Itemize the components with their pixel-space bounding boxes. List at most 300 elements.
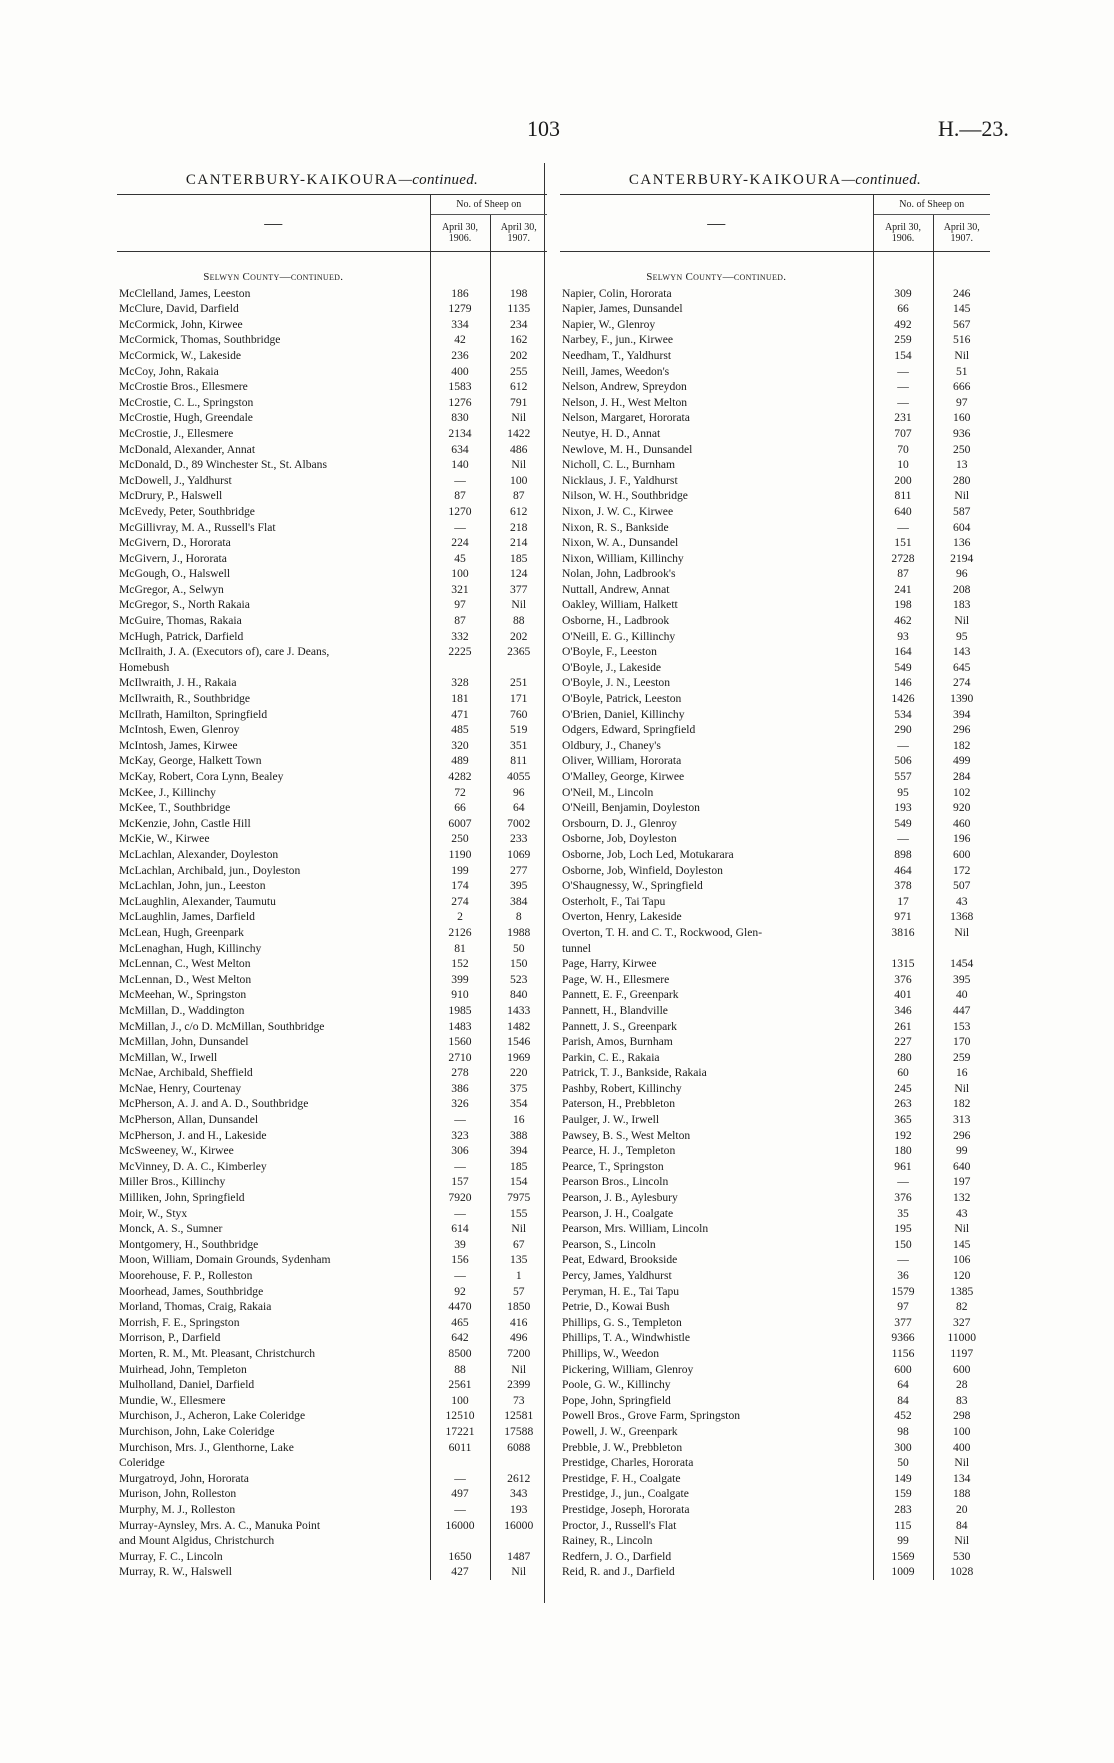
sheep-1906: 1579 bbox=[873, 1284, 933, 1300]
sheep-1906: 549 bbox=[873, 816, 933, 832]
sheep-1907: 1988 bbox=[490, 925, 547, 941]
sheep-1906: 12510 bbox=[430, 1408, 490, 1424]
holder-name: Peat, Edward, Brookside bbox=[562, 1253, 678, 1267]
holder-name: Osborne, H., Ladbrook bbox=[562, 614, 670, 628]
table-body bbox=[117, 252, 547, 1580]
table-row bbox=[560, 691, 990, 707]
sheep-1906: 146 bbox=[873, 675, 933, 691]
sheep-1906: 399 bbox=[430, 972, 490, 988]
sheep-1907: Nil bbox=[490, 1362, 547, 1378]
sheep-1906: 961 bbox=[873, 1159, 933, 1175]
sheep-1906: 707 bbox=[873, 426, 933, 442]
sheep-1906: 401 bbox=[873, 987, 933, 1003]
sheep-1907: Nil bbox=[933, 613, 990, 629]
holder-name: Pearson, J. H., Coalgate bbox=[562, 1206, 674, 1220]
sheep-1906: 489 bbox=[430, 753, 490, 769]
sheep-1906: 17 bbox=[873, 894, 933, 910]
sheep-1907: 499 bbox=[933, 753, 990, 769]
holder-name: McDonald, Alexander, Annat bbox=[119, 442, 256, 456]
holder-name: McCrostie, Hugh, Greendale bbox=[119, 411, 253, 425]
sheep-1907: 936 bbox=[933, 426, 990, 442]
sheep-1907: Nil bbox=[933, 925, 990, 941]
sheep-1906: 115 bbox=[873, 1518, 933, 1534]
table-row bbox=[117, 535, 547, 551]
sheep-1906: 471 bbox=[430, 707, 490, 723]
holder-name: McHugh, Patrick, Darfield bbox=[119, 629, 244, 643]
holder-name: McLean, Hugh, Greenpark bbox=[119, 925, 244, 939]
holder-name: Pickering, William, Glenroy bbox=[562, 1362, 694, 1376]
holder-name: Murphy, M. J., Rolleston bbox=[119, 1502, 236, 1516]
holder-name: Murray, F. C., Lincoln bbox=[119, 1549, 223, 1563]
table-row bbox=[560, 395, 990, 411]
sheep-1906: 378 bbox=[873, 878, 933, 894]
holder-name: McPherson, A. J. and A. D., Southbridge bbox=[119, 1097, 309, 1111]
holder-name: McLaughlin, Alexander, Taumutu bbox=[119, 894, 276, 908]
holder-name: Overton, Henry, Lakeside bbox=[562, 910, 682, 924]
holder-name: Prestidge, J., jun., Coalgate bbox=[562, 1487, 689, 1501]
holder-name: McMillan, John, Dunsandel bbox=[119, 1035, 249, 1049]
holder-name: McDrury, P., Halswell bbox=[119, 489, 223, 503]
holder-name: McMillan, J., c/o D. McMillan, Southbridge bbox=[119, 1019, 325, 1033]
table-row bbox=[560, 301, 990, 317]
sheep-1906: 8500 bbox=[430, 1346, 490, 1362]
holder-name: McCoy, John, Rakaia bbox=[119, 364, 219, 378]
holder-name: Pearson, J. B., Aylesbury bbox=[562, 1191, 678, 1205]
table-row bbox=[560, 286, 990, 302]
table-row bbox=[560, 769, 990, 785]
sheep-1906: 98 bbox=[873, 1424, 933, 1440]
sheep-1907: 106 bbox=[933, 1252, 990, 1268]
table-row bbox=[117, 410, 547, 426]
sheep-1907: 214 bbox=[490, 535, 547, 551]
sheep-1907: 218 bbox=[490, 520, 547, 536]
holder-name: Nixon, R. S., Bankside bbox=[562, 520, 669, 534]
holder-name: McCrostie, C. L., Springston bbox=[119, 395, 254, 409]
sheep-1907: 73 bbox=[490, 1393, 547, 1409]
holder-name: McGough, O., Halswell bbox=[119, 567, 231, 581]
table-row bbox=[117, 909, 547, 925]
sheep-1907: 612 bbox=[490, 504, 547, 520]
sheep-1906: 549 bbox=[873, 660, 933, 676]
holder-name: McCrostie Bros., Ellesmere bbox=[119, 380, 248, 394]
table-row bbox=[560, 1362, 990, 1378]
holder-name: O'Neill, E. G., Killinchy bbox=[562, 629, 676, 643]
holder-name: Murchison, John, Lake Coleridge bbox=[119, 1424, 275, 1438]
sheep-1907: 100 bbox=[933, 1424, 990, 1440]
sheep-1907: 1028 bbox=[933, 1564, 990, 1580]
sheep-1906: 462 bbox=[873, 613, 933, 629]
holder-name: Needham, T., Yaldhurst bbox=[562, 348, 672, 362]
sheep-1907: Nil bbox=[490, 457, 547, 473]
table-row bbox=[560, 956, 990, 972]
sheep-1906: 334 bbox=[430, 317, 490, 333]
table-row bbox=[117, 987, 547, 1003]
holder-name: McLachlan, Alexander, Doyleston bbox=[119, 847, 279, 861]
holder-name: McCormick, John, Kirwee bbox=[119, 317, 243, 331]
sheep-1906: 323 bbox=[430, 1128, 490, 1144]
holder-name: Page, W. H., Ellesmere bbox=[562, 972, 670, 986]
sheep-1906: 259 bbox=[873, 332, 933, 348]
sheep-1907: 251 bbox=[490, 675, 547, 691]
sheep-1906: 534 bbox=[873, 707, 933, 723]
table-row bbox=[117, 395, 547, 411]
holder-name: Nelson, Andrew, Spreydon bbox=[562, 380, 687, 394]
sheep-1907: 604 bbox=[933, 520, 990, 536]
holder-name: Phillips, T. A., Windwhistle bbox=[562, 1331, 691, 1345]
sheep-1907: 920 bbox=[933, 800, 990, 816]
sheep-1906: 180 bbox=[873, 1143, 933, 1159]
holder-name: Osborne, Job, Winfield, Doyleston bbox=[562, 863, 723, 877]
holder-name: Osborne, Job, Doyleston bbox=[562, 832, 677, 846]
table-row bbox=[560, 488, 990, 504]
year-a-header: April 30, 1906. bbox=[873, 215, 933, 252]
table-body bbox=[560, 252, 990, 1580]
sheep-1907: 296 bbox=[933, 1128, 990, 1144]
holder-name: McLennan, C., West Melton bbox=[119, 957, 251, 971]
sheep-1907: 1482 bbox=[490, 1019, 547, 1035]
sheep-1907: 7975 bbox=[490, 1190, 547, 1206]
sheep-1907: 170 bbox=[933, 1034, 990, 1050]
holder-name: Pearce, H. J., Templeton bbox=[562, 1144, 676, 1158]
sheep-1907: 394 bbox=[933, 707, 990, 723]
table-row bbox=[560, 1346, 990, 1362]
sheep-1907: Nil bbox=[490, 597, 547, 613]
holder-name: McKay, Robert, Cora Lynn, Bealey bbox=[119, 770, 284, 783]
holder-name: McGuire, Thomas, Rakaia bbox=[119, 614, 242, 628]
sheep-1907: 567 bbox=[933, 317, 990, 333]
sheep-1906: 465 bbox=[430, 1315, 490, 1331]
sheep-1907: 1454 bbox=[933, 956, 990, 972]
holder-name: Napier, James, Dunsandel bbox=[562, 302, 683, 316]
sheep-1907: 182 bbox=[933, 738, 990, 754]
holder-name: Oldbury, J., Chaney's bbox=[562, 738, 661, 752]
sheep-1907: 196 bbox=[933, 831, 990, 847]
sheep-1906: 557 bbox=[873, 769, 933, 785]
sheep-1906: 497 bbox=[430, 1486, 490, 1502]
sheep-1906: 464 bbox=[873, 863, 933, 879]
sheep-1907: 496 bbox=[490, 1330, 547, 1346]
sheep-1906: 181 bbox=[430, 691, 490, 707]
table-row bbox=[560, 597, 990, 613]
table-row bbox=[560, 1003, 990, 1019]
holder-name: Morland, Thomas, Craig, Rakaia bbox=[119, 1300, 272, 1314]
table-row bbox=[117, 504, 547, 520]
sheep-1907: 486 bbox=[490, 442, 547, 458]
holder-name: O'Boyle, J., Lakeside bbox=[562, 660, 662, 674]
sheep-1907: 1368 bbox=[933, 909, 990, 925]
sheep-1906: 224 bbox=[430, 535, 490, 551]
table-row bbox=[117, 379, 547, 395]
table-row bbox=[117, 1221, 547, 1237]
sheep-1906: — bbox=[873, 395, 933, 411]
holder-name: tunnel bbox=[562, 941, 591, 955]
sheep-1907: 1069 bbox=[490, 847, 547, 863]
column-title bbox=[560, 166, 990, 194]
sheep-1907: 447 bbox=[933, 1003, 990, 1019]
table-row bbox=[117, 800, 547, 816]
table-row bbox=[117, 972, 547, 988]
holder-name: Patrick, T. J., Bankside, Rakaia bbox=[562, 1066, 707, 1080]
sheep-1906: 2126 bbox=[430, 925, 490, 941]
sheep-1907: 234 bbox=[490, 317, 547, 333]
sheep-1907: 1969 bbox=[490, 1050, 547, 1066]
table-row bbox=[117, 457, 547, 473]
sheep-1906: 492 bbox=[873, 317, 933, 333]
sheep-1906: 95 bbox=[873, 785, 933, 801]
sheep-1907: 2612 bbox=[490, 1471, 547, 1487]
sheep-1906: 81 bbox=[430, 941, 490, 957]
table-row bbox=[117, 1346, 547, 1362]
holder-name: O'Boyle, J. N., Leeston bbox=[562, 676, 671, 690]
holder-name: Murchison, Mrs. J., Glenthorne, Lake bbox=[119, 1440, 294, 1454]
table-row bbox=[560, 1128, 990, 1144]
table-row bbox=[117, 597, 547, 613]
sheep-1907: 120 bbox=[933, 1268, 990, 1284]
table-row bbox=[117, 332, 547, 348]
table-row bbox=[117, 1190, 547, 1206]
sheep-1906: 2710 bbox=[430, 1050, 490, 1066]
holder-name: McVinney, D. A. C., Kimberley bbox=[119, 1159, 267, 1173]
holder-name: Murray-Aynsley, Mrs. A. C., Manuka Point bbox=[119, 1518, 321, 1532]
sheep-1906: 97 bbox=[430, 597, 490, 613]
table-row bbox=[117, 1455, 547, 1471]
holder-name: Pannett, J. S., Greenpark bbox=[562, 1019, 677, 1033]
table-row bbox=[560, 1518, 990, 1534]
table-row bbox=[560, 364, 990, 380]
sheep-1907: 811 bbox=[490, 753, 547, 769]
sheep-1907: 11000 bbox=[933, 1330, 990, 1346]
table-row bbox=[117, 629, 547, 645]
sheep-1907: 313 bbox=[933, 1112, 990, 1128]
sheep-1907: 1433 bbox=[490, 1003, 547, 1019]
sheep-1906: 427 bbox=[430, 1564, 490, 1580]
table-row bbox=[117, 707, 547, 723]
sheep-1906: — bbox=[873, 1252, 933, 1268]
table-row bbox=[560, 379, 990, 395]
holder-name: McMeehan, W., Springston bbox=[119, 988, 247, 1002]
sheep-table bbox=[117, 194, 547, 1580]
sheep-1906: 186 bbox=[430, 286, 490, 302]
table-row bbox=[117, 442, 547, 458]
sheep-1906: 195 bbox=[873, 1221, 933, 1237]
sheep-1906: 97 bbox=[873, 1299, 933, 1315]
table-row bbox=[117, 1362, 547, 1378]
holder-name: O'Brien, Daniel, Killinchy bbox=[562, 707, 685, 721]
table-row bbox=[117, 1096, 547, 1112]
holder-name: McLenaghan, Hugh, Killinchy bbox=[119, 941, 262, 955]
holder-name: McKenzie, John, Castle Hill bbox=[119, 816, 251, 830]
sheep-1907: 1422 bbox=[490, 426, 547, 442]
sheep-1907: 840 bbox=[490, 987, 547, 1003]
holder-name: Reid, R. and J., Darfield bbox=[562, 1565, 675, 1579]
sheep-1906: 10 bbox=[873, 457, 933, 473]
sheep-1907 bbox=[490, 1455, 547, 1471]
sheep-1906: — bbox=[873, 831, 933, 847]
table-row bbox=[117, 831, 547, 847]
sheep-1907: 416 bbox=[490, 1315, 547, 1331]
table-row bbox=[117, 1440, 547, 1456]
sheep-1906: 3816 bbox=[873, 925, 933, 941]
sheep-1907: 8 bbox=[490, 909, 547, 925]
table-row bbox=[117, 1315, 547, 1331]
sheep-1907: 246 bbox=[933, 286, 990, 302]
holder-name: Phillips, G. S., Templeton bbox=[562, 1315, 682, 1329]
table-row bbox=[117, 286, 547, 302]
table-row bbox=[560, 457, 990, 473]
sheep-1907: 2399 bbox=[490, 1377, 547, 1393]
sheep-1907: 1487 bbox=[490, 1549, 547, 1565]
sheep-1906: 1483 bbox=[430, 1019, 490, 1035]
sheep-1906: 35 bbox=[873, 1206, 933, 1222]
sheep-1906: 2225 bbox=[430, 644, 490, 660]
sheep-1907: 7002 bbox=[490, 816, 547, 832]
holder-name: Morrison, P., Darfield bbox=[119, 1331, 221, 1345]
table-row bbox=[560, 987, 990, 1003]
sheep-1907: 132 bbox=[933, 1190, 990, 1206]
sheep-1906: — bbox=[430, 520, 490, 536]
table-row bbox=[117, 582, 547, 598]
sheep-1906: 830 bbox=[430, 410, 490, 426]
year-b-header: April 30, 1907. bbox=[490, 215, 547, 252]
table-row bbox=[560, 785, 990, 801]
holder-name: Morten, R. M., Mt. Pleasant, Christchurch bbox=[119, 1346, 316, 1360]
sheep-1906: 400 bbox=[430, 364, 490, 380]
group-header: No. of Sheep on bbox=[430, 195, 547, 215]
holder-name: Orsbourn, D. J., Glenroy bbox=[562, 816, 677, 830]
table-row bbox=[117, 769, 547, 785]
holder-name: Paterson, H., Prebbleton bbox=[562, 1097, 676, 1111]
sheep-1906: 64 bbox=[873, 1377, 933, 1393]
holder-name: Poole, G. W., Killinchy bbox=[562, 1378, 671, 1392]
sheep-1906: 39 bbox=[430, 1237, 490, 1253]
table-row bbox=[560, 925, 990, 941]
sheep-1907: 640 bbox=[933, 1159, 990, 1175]
sheep-1906: 245 bbox=[873, 1081, 933, 1097]
sheep-1907: 135 bbox=[490, 1252, 547, 1268]
sheep-1907: 208 bbox=[933, 582, 990, 598]
table-row bbox=[560, 317, 990, 333]
table-row bbox=[117, 301, 547, 317]
sheep-1907: 255 bbox=[490, 364, 547, 380]
sheep-1906: 1156 bbox=[873, 1346, 933, 1362]
sheep-1906: 250 bbox=[430, 831, 490, 847]
sheep-1906: 88 bbox=[430, 1362, 490, 1378]
sheep-1906: 2728 bbox=[873, 551, 933, 567]
table-row bbox=[560, 1393, 990, 1409]
table-row bbox=[560, 1408, 990, 1424]
table-row bbox=[560, 1330, 990, 1346]
column-title-suffix: —continued. bbox=[841, 172, 922, 188]
table-row bbox=[117, 551, 547, 567]
table-row bbox=[117, 1268, 547, 1284]
holder-name: McKee, J., Killinchy bbox=[119, 785, 216, 799]
holder-name: Odgers, Edward, Springfield bbox=[562, 723, 696, 737]
sheep-1907: 394 bbox=[490, 1143, 547, 1159]
sheep-1906: 2134 bbox=[430, 426, 490, 442]
sheep-1907: Nil bbox=[933, 1221, 990, 1237]
sheep-1906: 157 bbox=[430, 1174, 490, 1190]
holder-name: Oakley, William, Halkett bbox=[562, 598, 678, 612]
sheep-1907: Nil bbox=[933, 348, 990, 364]
table-row bbox=[117, 644, 547, 660]
sheep-1906: 1560 bbox=[430, 1034, 490, 1050]
sheep-1907: 1390 bbox=[933, 691, 990, 707]
holder-name: Powell Bros., Grove Farm, Springston bbox=[562, 1409, 741, 1423]
sheep-1906: — bbox=[873, 520, 933, 536]
sheep-1907: 1197 bbox=[933, 1346, 990, 1362]
sheep-1907: 395 bbox=[933, 972, 990, 988]
holder-name: Nolan, John, Ladbrook's bbox=[562, 567, 676, 581]
holder-name: McGregor, S., North Rakaia bbox=[119, 598, 250, 612]
table-row bbox=[560, 551, 990, 567]
sheep-1906: 365 bbox=[873, 1112, 933, 1128]
sheep-1906: 1583 bbox=[430, 379, 490, 395]
sheep-1907: 280 bbox=[933, 473, 990, 489]
holder-name: Nicklaus, J. F., Yaldhurst bbox=[562, 473, 678, 487]
table-row bbox=[560, 1440, 990, 1456]
sheep-1907: 96 bbox=[490, 785, 547, 801]
table-row bbox=[560, 863, 990, 879]
sheep-1906: 99 bbox=[873, 1533, 933, 1549]
holder-name: McIlwraith, J. H., Rakaia bbox=[119, 676, 237, 690]
table-row bbox=[560, 629, 990, 645]
sheep-1907: 6088 bbox=[490, 1440, 547, 1456]
holder-name: McCormick, Thomas, Southbridge bbox=[119, 333, 281, 347]
sheep-1907: 64 bbox=[490, 800, 547, 816]
holder-name: Coleridge bbox=[119, 1456, 165, 1470]
sheep-1906: 2 bbox=[430, 909, 490, 925]
sheep-1906: 309 bbox=[873, 286, 933, 302]
holder-name: McSweeney, W., Kirwee bbox=[119, 1144, 234, 1158]
table-row bbox=[560, 722, 990, 738]
sheep-1906: 200 bbox=[873, 473, 933, 489]
table-row bbox=[117, 675, 547, 691]
sheep-1906: 151 bbox=[873, 535, 933, 551]
table-row bbox=[560, 1019, 990, 1035]
table-row bbox=[117, 1533, 547, 1549]
sheep-1906: 140 bbox=[430, 457, 490, 473]
holder-name: O'Shaugnessy, W., Springfield bbox=[562, 879, 703, 893]
holder-name: Pawsey, B. S., West Melton bbox=[562, 1128, 691, 1142]
sheep-1906: — bbox=[873, 364, 933, 380]
sheep-1907: 760 bbox=[490, 707, 547, 723]
sheep-1907: 154 bbox=[490, 1174, 547, 1190]
sheep-1906: 283 bbox=[873, 1502, 933, 1518]
table-row bbox=[117, 1128, 547, 1144]
sheep-1907: 377 bbox=[490, 582, 547, 598]
holder-name: Newlove, M. H., Dunsandel bbox=[562, 442, 693, 456]
table-row bbox=[117, 660, 547, 676]
sheep-1907: 16000 bbox=[490, 1518, 547, 1534]
sheep-1906: 6011 bbox=[430, 1440, 490, 1456]
table-row bbox=[560, 1143, 990, 1159]
sheep-1907: 516 bbox=[933, 332, 990, 348]
sheep-1907: 17588 bbox=[490, 1424, 547, 1440]
holder-name: Pearce, T., Springston bbox=[562, 1159, 664, 1173]
holder-name: McIlrath, Hamilton, Springfield bbox=[119, 707, 268, 721]
holder-name: O'Neill, Benjamin, Doyleston bbox=[562, 801, 700, 815]
table-row bbox=[117, 1252, 547, 1268]
left-column bbox=[117, 166, 547, 1580]
table-row bbox=[560, 1112, 990, 1128]
sheep-1906: 278 bbox=[430, 1065, 490, 1081]
sheep-1906: — bbox=[430, 1268, 490, 1284]
holder-name: Neutye, H. D., Annat bbox=[562, 426, 661, 440]
sheep-1907: 172 bbox=[933, 863, 990, 879]
sheep-1907: Nil bbox=[933, 1533, 990, 1549]
table-row bbox=[560, 878, 990, 894]
sheep-1906: 42 bbox=[430, 332, 490, 348]
